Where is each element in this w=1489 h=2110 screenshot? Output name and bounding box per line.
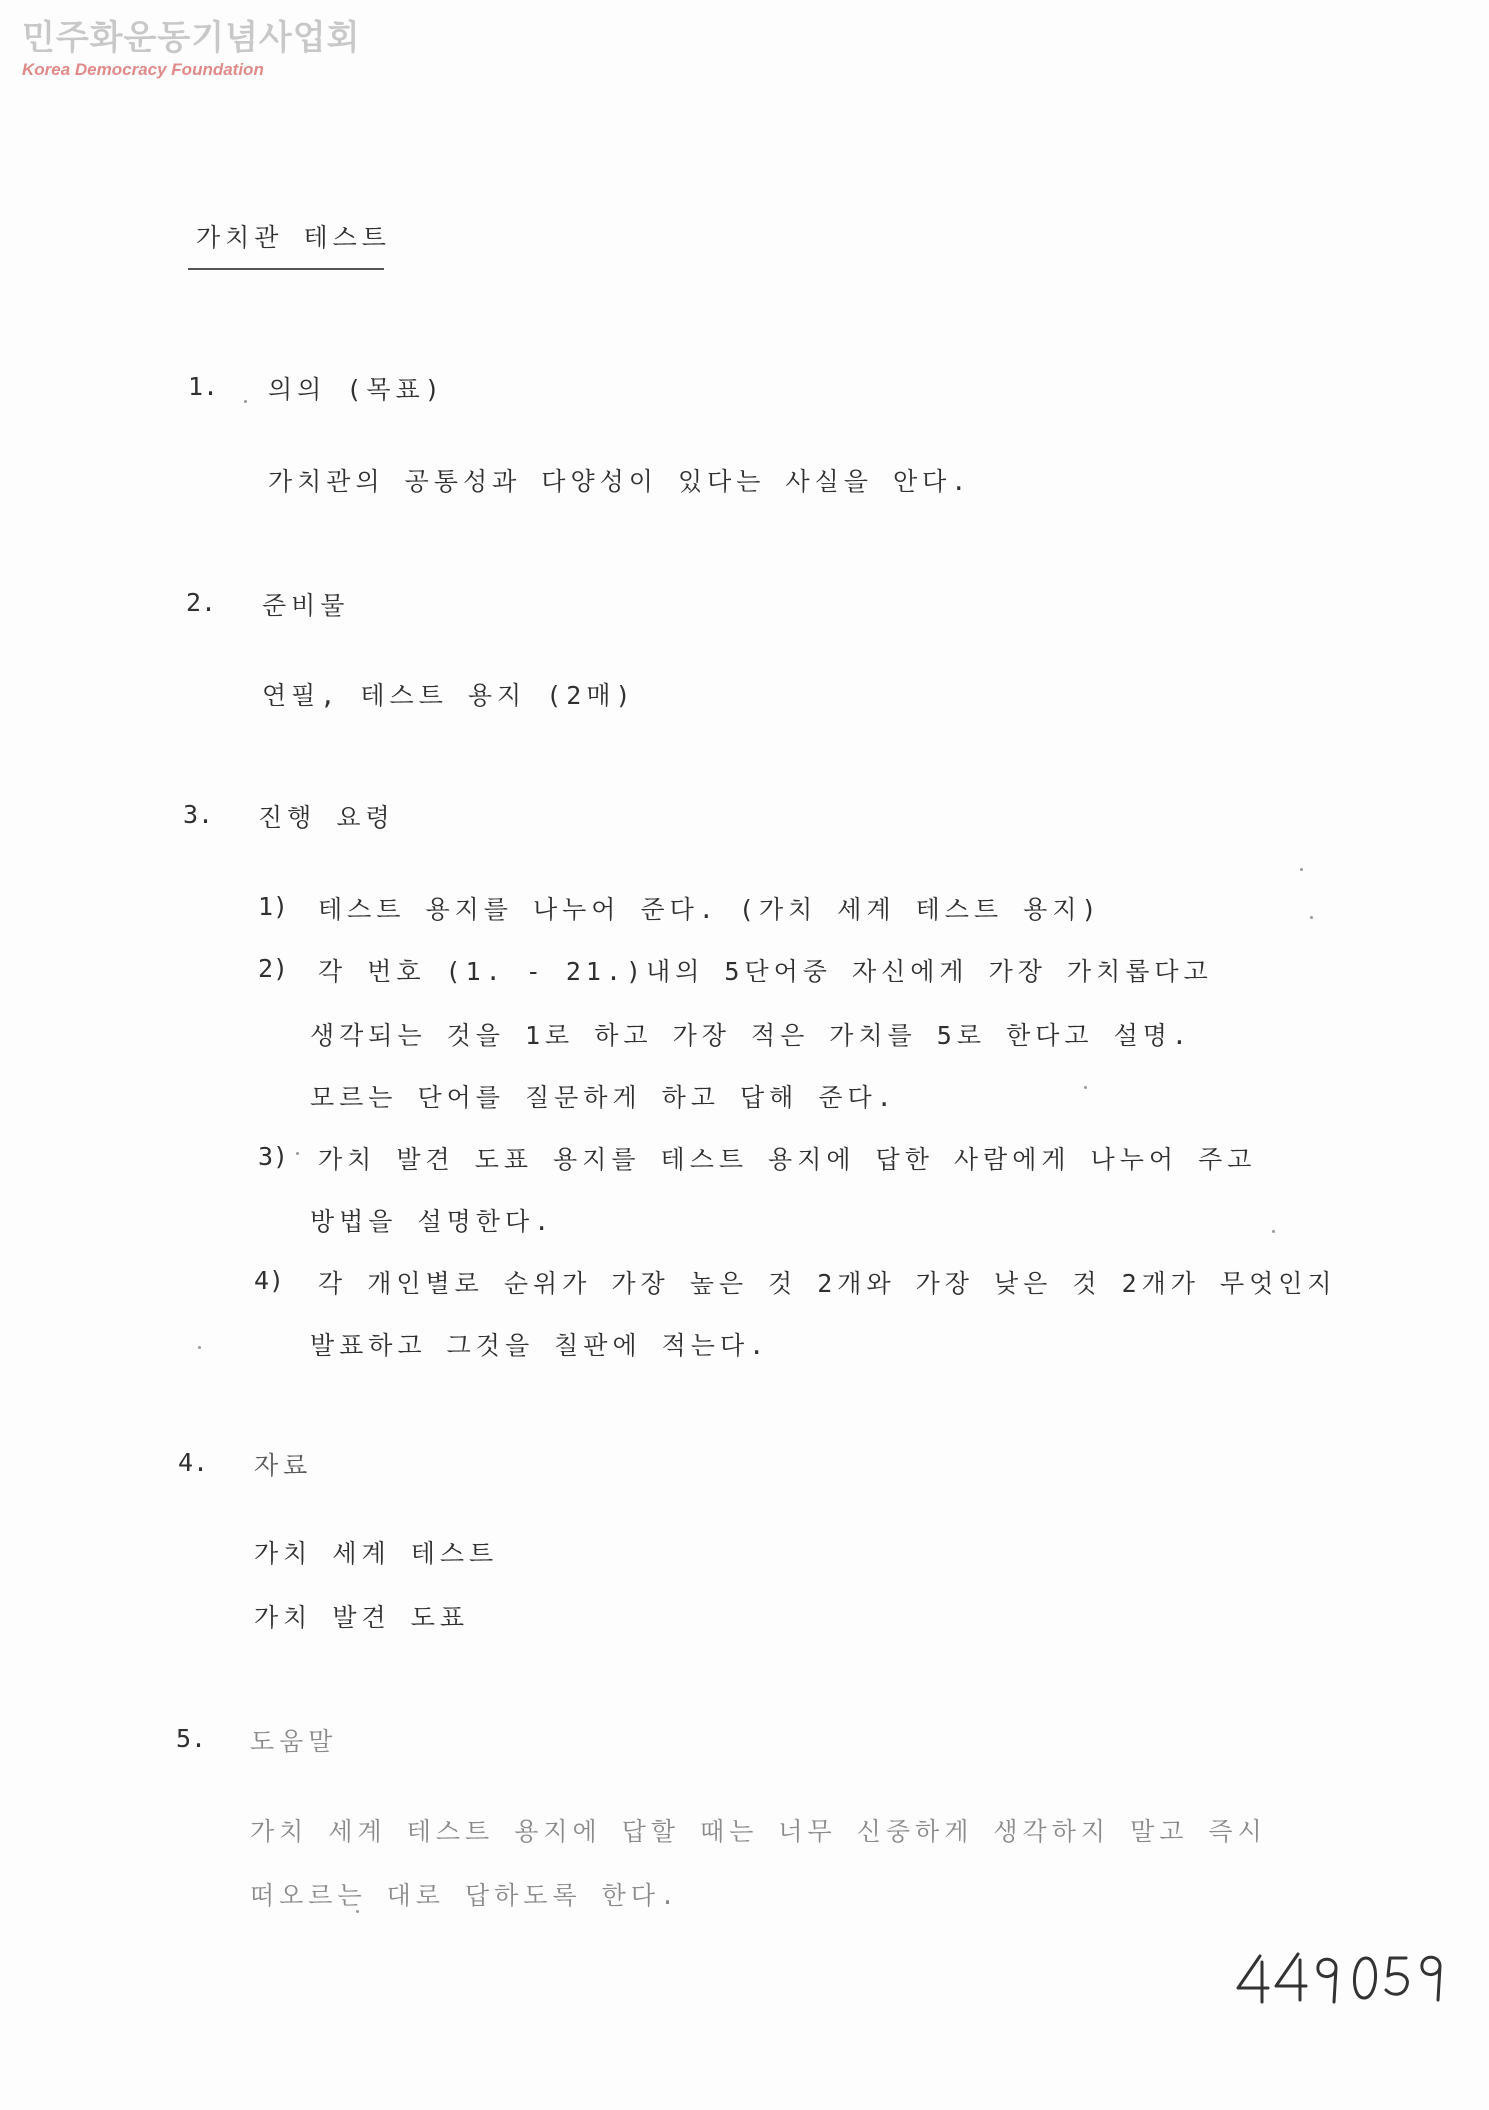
- step-1-line-1: 테스트 용지를 나누어 준다. (가치 세계 테스트 용지): [318, 895, 1102, 924]
- scan-speck: [1300, 868, 1303, 871]
- section-3-heading: 진행 요령: [258, 803, 395, 832]
- handwritten-page-stamp: [1232, 1946, 1454, 2006]
- section-2-heading: 준비물: [262, 591, 350, 620]
- step-3-label: 3): [258, 1142, 289, 1171]
- scan-speck: [296, 1152, 299, 1155]
- logo-english-text: Korea Democracy Foundation: [22, 60, 264, 79]
- section-4-line-1: 가치 세계 테스트: [254, 1539, 499, 1568]
- scan-speck: [1272, 1230, 1275, 1233]
- section-1-number: 1.: [188, 372, 219, 401]
- step-3-line-1: 가치 발견 도표 용지를 테스트 용지에 답한 사람에게 나누어 주고: [318, 1145, 1257, 1174]
- step-2-line-1: 각 번호 (1. - 21.)내의 5단어중 자신에게 가장 가치롭다고: [318, 957, 1213, 986]
- section-2-line-1: 연필, 테스트 용지 (2매): [262, 681, 636, 710]
- step-2-line-2: 생각되는 것을 1로 하고 가장 적은 가치를 5로 한다고 설명.: [310, 1021, 1192, 1050]
- document-title: 가치관 테스트: [196, 223, 391, 252]
- step-2-label: 2): [258, 954, 289, 983]
- section-4-number: 4.: [178, 1448, 209, 1477]
- step-2-line-3: 모르는 단어를 질문하게 하고 답해 준다.: [310, 1083, 897, 1112]
- scan-speck: [198, 1346, 201, 1349]
- step-1-label: 1): [258, 892, 289, 921]
- step-4-line-1: 각 개인별로 순위가 가장 높은 것 2개와 가장 낮은 것 2개가 무엇인지: [318, 1269, 1337, 1298]
- step-4-line-2: 발표하고 그것을 칠판에 적는다.: [310, 1331, 770, 1360]
- foundation-logo: [22, 18, 360, 80]
- section-5-number: 5.: [176, 1724, 207, 1753]
- scan-speck: [1084, 1086, 1087, 1089]
- logo-korean-text: 민주화운동기념사업회: [22, 18, 361, 58]
- scan-speck: [244, 400, 247, 403]
- step-4-label: 4): [254, 1266, 285, 1295]
- scan-speck: [356, 1910, 359, 1913]
- section-1-line-1: 가치관의 공통성과 다양성이 있다는 사실을 안다.: [268, 467, 972, 496]
- section-5-line-1: 가치 세계 테스트 용지에 답할 때는 너무 신중하게 생각하지 말고 즉시: [250, 1817, 1267, 1846]
- title-underline: [188, 268, 384, 270]
- section-5-line-2: 떠오르는 대로 답하도록 한다.: [250, 1881, 681, 1910]
- section-4-heading: 자료: [254, 1451, 313, 1480]
- section-2-number: 2.: [186, 588, 217, 617]
- section-5-heading: 도움말: [250, 1727, 338, 1756]
- section-3-number: 3.: [183, 800, 214, 829]
- step-3-line-2: 방법을 설명한다.: [310, 1207, 555, 1236]
- section-1-heading: 의의 (목표): [268, 375, 445, 404]
- scan-speck: [1310, 916, 1313, 919]
- section-4-line-2: 가치 발견 도표: [254, 1603, 470, 1632]
